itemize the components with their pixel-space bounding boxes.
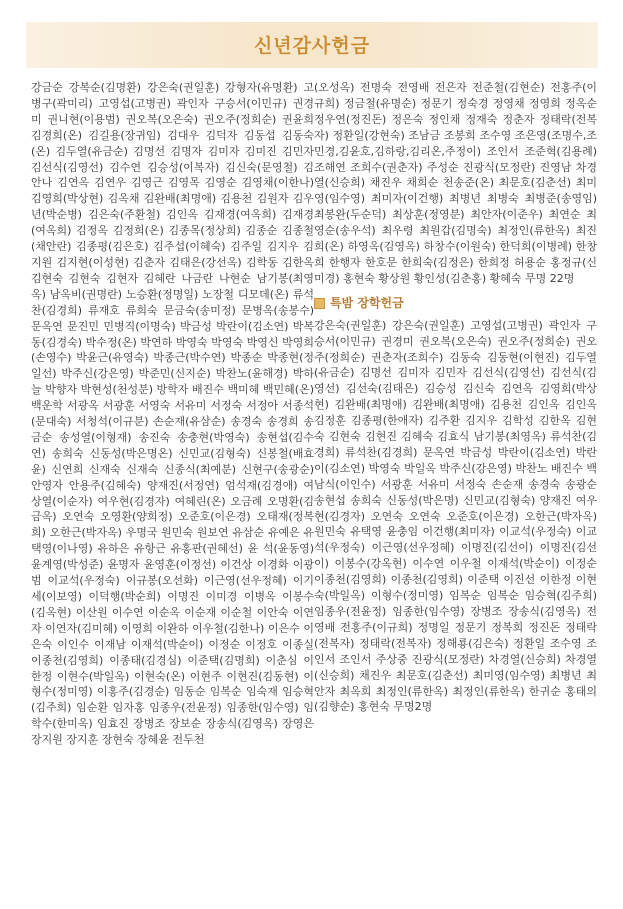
square-bullet-icon [314, 298, 325, 309]
scholarship-section-heading [314, 296, 597, 312]
title-banner [26, 22, 598, 68]
donor-list-left-column [31, 80, 314, 895]
donor-list-right-column [314, 80, 597, 895]
page-title: 신년감사헌금 [253, 35, 371, 57]
donor-list-left-text: 강금순 강복순(김명환) 강은숙(권일훈) 강형자(유명환) 고병구(곽미리) 고영섭(고병권) 곽인자 구승서(이민규) 권경미 권니현(이용범) 권오복(오은숙) 권오주(정희순) 권윤희김경희(온) 김길용(장귀임) 김대우 김덕자 김동섭 김동숙(온) 김두열(유금순) 김명선 김명자 김미자 김미진 김민자 김선식(김영선) 김수연 김승성(이복자) 김신숙(문영철) 김안나 김연옥 김연우 김영근 김영목 김영순 김영채(이한나) 김영희(박상현) 김옥채 김완배(최명애) 김용천 김원자 김우년(박순병) 김은숙(주환철) 김인옥 김재경(여옥희) 김재경(여옥희) 김정옥 김정희(온) 김종목(정상희) 김종순 김종철(채안란) 김종평(김은호) 김주섭(이혜숙) 김주일 김지우 김지원 김지현(이성현) 김춘자 김태은(강선옥) 김학동 김한옥 김현숙 김현숙 김현자 김혜란 나금란 나현순 남기봉(최영옥) 남옥비(권명란) 노승환(정명일) 노장철 디모데(온) 류석찬(김경희) 류재호 류희숙 문금숙(송미정) 문병옥(송봉수) 문옥연 문진민 민병직(이명숙) 박금성 박란이(김소연) 박복동(김경숙) 박수정(온) 박연하 박영숙 박영숙 박영신 박영희(손영수) 박윤근(유영숙) 박종근(박수연) 박종순 박종현(정일선) 박주신(강은영) 박준민(신지순) 박찬노(윤해경) 박하늘 박향자 박현성(천성분) 방학자 배진수 백미혜 백민혜(온) 백운학 서광옥 서광훈 서영숙 서유미 서정숙 서정아 서종석(문대숙) 서청석(이규분) 손순재(유삼순) 송경숙 송경희 송금순 송성열(이형재) 송진숙 송충현(박영숙) 송현섭(김수연) 송희숙 신동성(박은명온) 신민교(김형숙) 신봉철(배효윤) 신연희 신재숙 신재숙 신종식(최예분) 신현구(송광순) 안영자 안용주(김혜숙) 양재진(서정연) 엄석재(김경애) 여상열(이순자) 여우현(김경자) 여혜린(온) 오금례 오명환(김금옥) 오연숙 오영환(양희정) 오준호(이은경) 오태재(정복희) 오한근(박자옥) 우명국 원민숙 원보연 유삼순 유예은 유택영(이나영) 유하은 유항근 유홍판(권혜선) 윤 석(윤동영) 윤계영(박성준) 윤명자 윤영훈(이정선) 이건상 이경화 이광범 이교석(우정숙) 이규봉(오선화) 이근영(선우정혜) 이기세(이보영) 이덕행(박순희) 이명진 이미경 이병옥 이봉수(김옥현) 이산원 이수연 이순옥 이순재 이순철 이안숙 이연자 이연자(김미혜) 이영희 이완하 이우철(김한나) 이은수 이은숙 이인수 이재남 이재석(박순이) 이정순 이정호 이종실 이종천(김영희) 이종태(김경심) 이준택(김명희) 이춘심 이한정 이현수(박일옥) 이현숙(온) 이현주 이현진(김동현) 이형수(정미영) 이홍주(김경순) 임동순 임복순 임숙재 임승혁(김주희) 임순환 임자홍 임종우(전윤정) 임종한(임수영) 임학수(한미옥) 임효진 장병조 장보순 장송식(김영옥) 장영은 장지원 장지훈 장현숙 장혜윤 전두천 [31, 81, 314, 747]
scholarship-donor-list: 강은숙(권일훈) 강은숙(권일훈) 고영섭(고병권) 곽인자 구승서(이민규) 권경미 권오복(오은숙) 권오주(정희순) 권오주(정희순) 권춘자(조희수) 김동숙 김동현(이현진) 김두열(유금순) 김명선 김미자 김민자 김선식(김영선) 김선식(김영선) 김선숙(김태은) 김승성 김신숙 김연옥 김영희(박상현) 김완배(최명애) 김완배(최명애) 김용천 김인옥 김인옥 김정훈 김종평(한애자) 김주환 김지우 김학성 김한옥 김현숙 김현숙 김현진 김혜숙 김효식 남기봉(최영옥) 류석찬(김경희) 류석찬(김경희) 문옥연 박금성 박란이(김소연) 박란이(김소연) 박영숙 박일옥 박주신(강은영) 박찬노 배진수 백남식(이인수) 서광훈 서유미 서정숙 손순재 송경숙 송광순 송현섭 송희숙 신동성(박은명) 신민교(김형숙) 양재진 여우현(김경자) 오연숙 오연숙 오준호(이은경) 오한근(박자옥) 원민숙 유택영 윤충임 이건행(최미자) 이교석(우정숙) 이교석(우정숙) 이근영(선우정혜) 이명진(김선이) 이명진(김선이) 이봉수(강옥현) 이수연 이우철 이재석(박순이) 이정순 이종천(김영희) 이종천(김영희) 이준택 이진선 이한정 이현숙(박일옥) 이형수(정미영) 임복순 임복순 임승혁(김주희) 임종우(전윤정) 임종한(임수영) 장병조 장송식(김영옥) 전영배 전홍주(이규희) 정명일 정문기 정복희 정진돈 정태락(전복자) 정태락(전복자) 정해룡(김은숙) 정환일 조수영 조인서 조인서 주상중 진광식(모정란) 차경열(신승희) 차경열(신승희) 채진우 최문호(김춘선) 최미영(임수영) 최병년 최안자 최옥희 최정인(류한옥) 최정인(류한옥) 한귀순 홍태의(김향순) 홍현숙 무명2명 [314, 318, 597, 714]
donor-list-right-text: (오성옥) 전명숙 전영배 전은자 전준철(김현순) 전홍주(이규희) 정금철(유명순) 정문기 정숙경 정영채 정영희 정옥순 정우연(정진돈) 정은숙 정인채 정재숙 정춘자 정태락(전복자) 정환일(강현숙) 조남금 조봉희 조수영 조은영(조명수,조민경,김윤호,김하랑,김리온,주정이) 조인서 조준혁(김용례) 조해연 조희수(권춘자) 주성순 진광식(모정란) 진영남 차경열(신승희) 채진우 채희순 천송준(온) 최문호(김춘선) 최미영(임수영) 최미자(이건행) 최병년 최병숙 최병준(송영임) 최봉완(두순덕) 최상훈(정영분) 최안자(이준우) 최연순 최영순(송우석) 최우령 최원갑(김명숙) 최정인(류한옥) 최진희(온) 하영옥(김영옥) 하창수(이원숙) 한덕희(이병례) 한창희 한행자 한호문 한희숙(김정은) 한희정 허용순 홍정규(신미경) 홍현숙 황상원 황인성(김춘홍) 황혜숙 무명 22명 [314, 81, 597, 285]
scholarship-section-title: 특밤 장학헌금 [330, 295, 404, 310]
